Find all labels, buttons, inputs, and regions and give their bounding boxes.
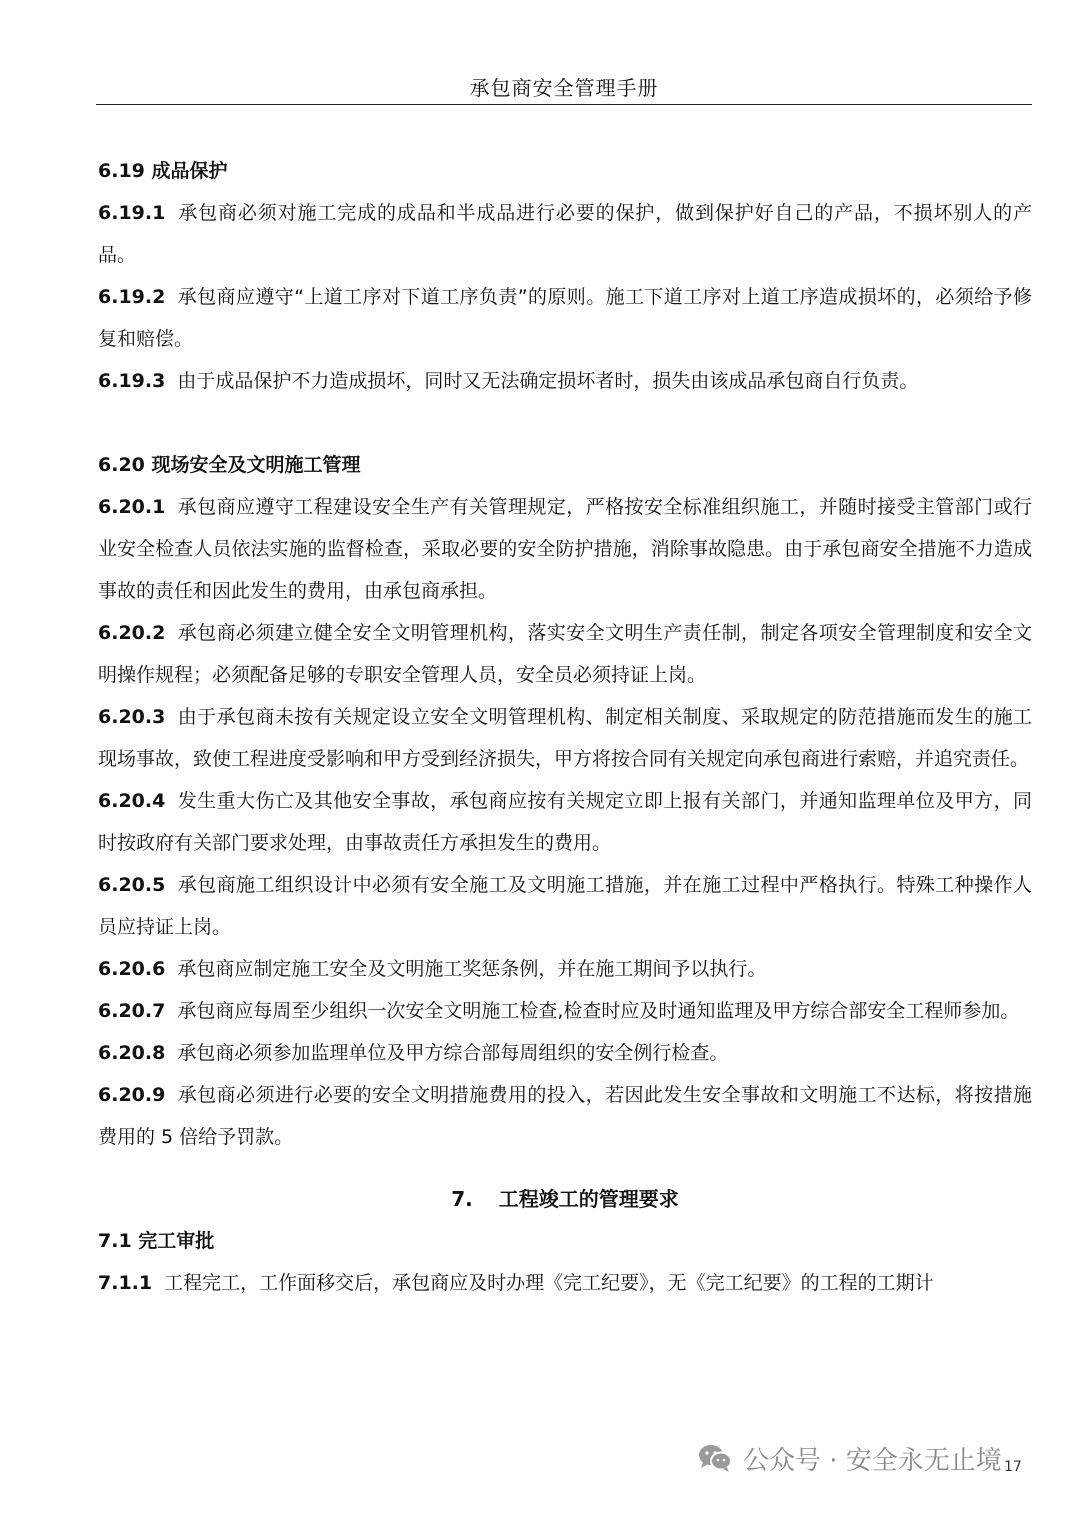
chapter-title xyxy=(98,1178,1032,1220)
clause-paragraph xyxy=(98,780,1032,864)
clause-number: 6.20.2 xyxy=(98,622,166,644)
clause-text: 承包商必须进行必要的安全文明措施费用的投入，若因此发生安全事故和文明施工不达标，将按措施费用的 5 倍给予罚款。 xyxy=(98,1084,1032,1148)
clause-text: 工程完工，工作面移交后，承包商应及时办理《完工纪要》，无《完工纪要》的工程的工期计 xyxy=(164,1272,934,1294)
clause-number: 6.20.6 xyxy=(98,958,166,980)
clause-text: 承包商应制定施工安全及文明施工奖惩条例，并在施工期间予以执行。 xyxy=(177,958,767,980)
clause-paragraph xyxy=(98,360,1032,402)
clause-text: 承包商应遵守工程建设安全生产有关管理规定，严格按安全标准组织施工，并随时接受主管部门或行业安全检查人员依法实施的监督检查，采取必要的安全防护措施，消除事故隐患。由于承包商安全措施不力造成事故的责任和因此发生的费用，由承包商承担。 xyxy=(98,496,1032,602)
clause-number: 7.1.1 xyxy=(98,1272,153,1294)
clause-paragraph xyxy=(98,1032,1032,1074)
page-header: 承包商安全管理手册 xyxy=(469,76,659,100)
watermark xyxy=(697,1438,1002,1478)
clause-paragraph xyxy=(98,948,1032,990)
clause-number: 6.20.5 xyxy=(98,874,166,896)
section-heading: 7.1 完工审批 xyxy=(98,1230,215,1252)
clause-number: 6.19.1 xyxy=(98,202,166,224)
clause-paragraph xyxy=(98,192,1032,276)
clause-number: 6.19.3 xyxy=(98,370,166,392)
clause-number: 6.20.3 xyxy=(98,706,166,728)
clause-text: 由于承包商未按有关规定设立安全文明管理机构、制定相关制度、采取规定的防范措施而发生的施工现场事故，致使工程进度受影响和甲方受到经济损失，甲方将按合同有关规定向承包商进行索赔，并追究责任。 xyxy=(98,706,1032,770)
clause-text: 承包商必须建立健全安全文明管理机构，落实安全文明生产责任制，制定各项安全管理制度和安全文明操作规程；必须配备足够的专职安全管理人员，安全员必须持证上岗。 xyxy=(98,622,1032,686)
clause-number: 6.20.9 xyxy=(98,1084,166,1106)
clause-text: 发生重大伤亡及其他安全事故，承包商应按有关规定立即上报有关部门，并通知监理单位及甲方，同时按政府有关部门要求处理，由事故责任方承担发生的费用。 xyxy=(98,790,1032,854)
chapter-title-text: 工程竣工的管理要求 xyxy=(498,1187,679,1211)
clause-paragraph xyxy=(98,1262,1032,1304)
clause-number: 6.19.2 xyxy=(98,286,166,308)
clause-paragraph xyxy=(98,612,1032,696)
clause-paragraph xyxy=(98,486,1032,612)
clause-paragraph xyxy=(98,864,1032,948)
clause-text: 由于成品保护不力造成损坏，同时又无法确定损坏者时，损失由该成品承包商自行负责。 xyxy=(177,370,919,392)
section-spacer xyxy=(98,402,1032,444)
section-heading: 6.19 成品保护 xyxy=(98,160,228,182)
clause-paragraph xyxy=(98,276,1032,360)
clause-number: 6.20.1 xyxy=(98,496,166,518)
clause-paragraph xyxy=(98,990,1032,1032)
clause-number: 6.20.7 xyxy=(98,1000,166,1022)
clause-text: 承包商必须参加监理单位及甲方综合部每周组织的安全例行检查。 xyxy=(177,1042,729,1064)
clause-number: 6.20.4 xyxy=(98,790,166,812)
clause-text: 承包商施工组织设计中必须有安全施工及文明施工措施，并在施工过程中严格执行。特殊工种操作人员应持证上岗。 xyxy=(98,874,1032,938)
clause-paragraph xyxy=(98,696,1032,780)
page-number: 17 xyxy=(1004,1459,1022,1475)
chapter-number: 7. xyxy=(451,1187,473,1211)
clause-text: 承包商必须对施工完成的成品和半成品进行必要的保护，做到保护好自己的产品，不损坏别人的产品。 xyxy=(98,202,1032,266)
clause-paragraph xyxy=(98,1074,1032,1158)
clause-number: 6.20.8 xyxy=(98,1042,166,1064)
clause-text: 承包商应每周至少组织一次安全文明施工检查,检查时应及时通知监理及甲方综合部安全工程师参加。 xyxy=(177,1000,1020,1022)
clause-text: 承包商应遵守“上道工序对下道工序负责”的原则。施工下道工序对上道工序造成损坏的，必须给予修复和赔偿。 xyxy=(98,286,1032,350)
section-heading: 6.20 现场安全及文明施工管理 xyxy=(98,454,361,476)
watermark-text: 公众号 · 安全永无止境 xyxy=(743,1445,1002,1476)
wechat-icon xyxy=(697,1442,733,1474)
document-body xyxy=(98,150,1032,1304)
header-rule xyxy=(96,104,1032,105)
